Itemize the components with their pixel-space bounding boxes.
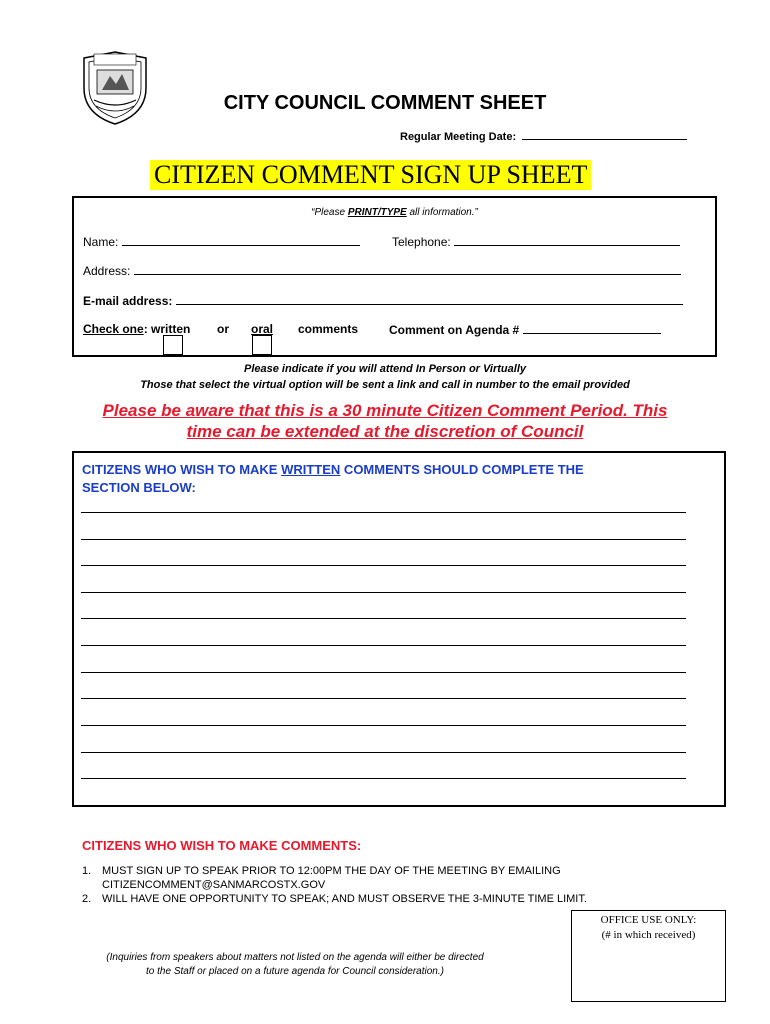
signup-form-box [72,196,717,357]
check-one-row [83,322,190,336]
warning-line-2: time can be extended at the discretion of Council [186,422,584,441]
print-instruction: “Please PRINT/TYPE all information.” [311,207,478,218]
signup-banner: CITIZEN COMMENT SIGN UP SHEET [150,160,591,190]
writing-line[interactable] [81,512,686,513]
comments-heading: CITIZENS WHO WISH TO MAKE COMMENTS: [82,838,362,853]
check-one-label: Check one [83,322,144,336]
writing-line[interactable] [81,539,686,540]
office-use-box [571,910,726,1002]
warning-line-1: Please be aware that this is a 30 minute Citizen Comment Period. This [102,401,668,420]
writing-line[interactable] [81,672,686,673]
meeting-date-line[interactable] [522,129,687,140]
inquiries-note: (Inquiries from speakers about matters not listed on the agenda will either be directed to the Staff or placed on a future agenda for Council consideration.) [106,952,484,977]
attend-note-2: Those that select the virtual option will be sent a link and call in number to the email provided [140,379,630,391]
comments-label: comments [298,322,359,336]
written-label: : written [143,322,191,336]
print-type-emphasis: PRINT/TYPE [347,207,407,218]
written-section-heading: CITIZENS WHO WISH TO MAKE WRITTEN COMMENTS SHOULD COMPLETE THE SECTION BELOW: [82,462,584,495]
written-checkbox[interactable] [163,335,183,355]
writing-line[interactable] [81,645,686,646]
rule-item: 1. MUST SIGN UP TO SPEAK PRIOR TO 12:00PM THE DAY OF THE MEETING BY EMAILING [82,865,561,877]
email-field[interactable]: E-mail address: [83,293,683,308]
writing-line[interactable] [81,778,686,779]
writing-line[interactable] [81,752,686,753]
telephone-field[interactable]: Telephone: [392,234,680,249]
rule-item: CITIZENCOMMENT@SANMARCOSTX.GOV [102,879,326,891]
rule-item: 2. WILL HAVE ONE OPPORTUNITY TO SPEAK; AND MUST OBSERVE THE 3-MINUTE TIME LIMIT. [82,893,587,905]
or-label: or [217,322,229,336]
writing-line[interactable] [81,618,686,619]
oral-label: oral [251,322,274,336]
agenda-field[interactable]: Comment on Agenda # [389,322,661,337]
office-use-label: OFFICE USE ONLY: [600,914,697,926]
writing-line[interactable] [81,565,686,566]
office-use-sublabel: (# in which received) [601,929,696,941]
page-title: CITY COUNCIL COMMENT SHEET [223,92,547,114]
meeting-date-label: Regular Meeting Date: [400,131,517,143]
name-field[interactable]: Name: [83,234,360,249]
writing-line[interactable] [81,698,686,699]
writing-line[interactable] [81,725,686,726]
written-comments-box [72,451,726,807]
meeting-date-field[interactable] [400,129,687,143]
rules-list [82,864,587,906]
writing-line[interactable] [81,592,686,593]
attend-note-1: Please indicate if you will attend In Person or Virtually [244,363,526,375]
oral-checkbox[interactable] [252,335,272,355]
address-field[interactable]: Address: [83,263,681,278]
